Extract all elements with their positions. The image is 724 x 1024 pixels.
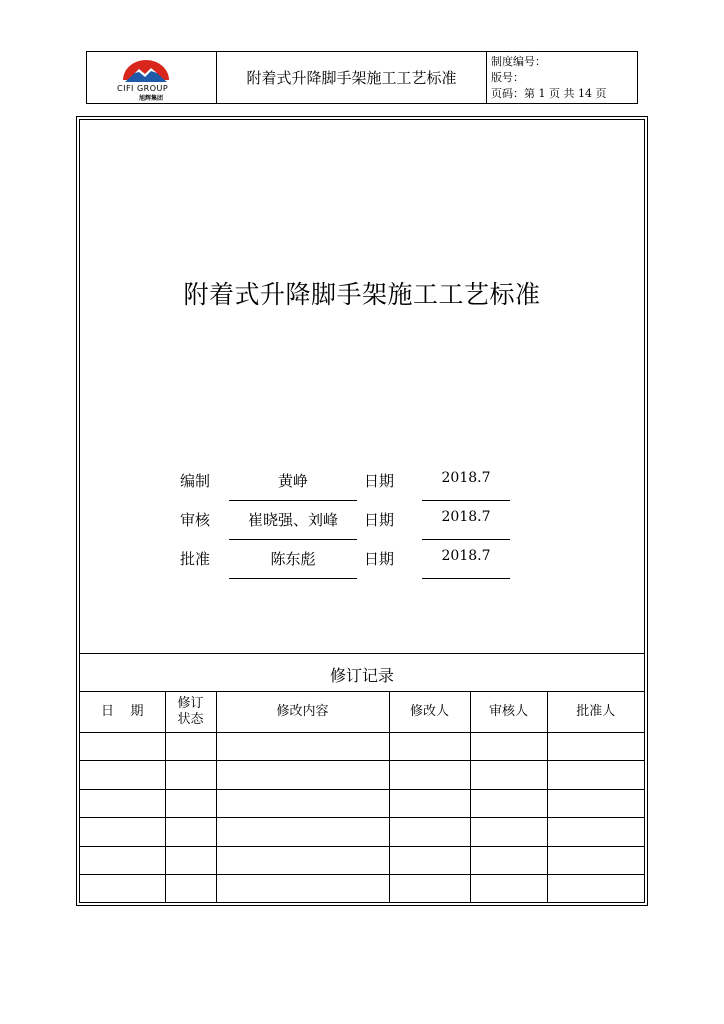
revision-cell bbox=[547, 761, 644, 790]
revision-cell bbox=[470, 846, 547, 875]
revision-cell bbox=[216, 846, 389, 875]
revision-cell bbox=[80, 875, 165, 904]
revision-cell bbox=[547, 875, 644, 904]
revision-row bbox=[80, 732, 644, 761]
revision-cell bbox=[216, 761, 389, 790]
revision-cell bbox=[547, 732, 644, 761]
doc-number-label: 制度编号： bbox=[491, 55, 546, 68]
revision-cell bbox=[216, 789, 389, 818]
col-approver: 批准人 bbox=[547, 692, 644, 732]
revision-cell bbox=[470, 875, 547, 904]
revision-cell bbox=[389, 732, 470, 761]
revision-row bbox=[80, 875, 644, 904]
signature-date: 2018.7 bbox=[422, 540, 510, 579]
signature-date-label: 日期 bbox=[364, 550, 395, 568]
revision-cell bbox=[80, 732, 165, 761]
signature-row-reviewed bbox=[80, 501, 644, 540]
logo-mountain-icon bbox=[121, 56, 171, 84]
cover-frame bbox=[76, 116, 648, 906]
col-reviewer: 审核人 bbox=[470, 692, 547, 732]
revision-cell bbox=[547, 818, 644, 847]
signature-date: 2018.7 bbox=[422, 462, 510, 501]
cover-section bbox=[80, 120, 644, 654]
logo-text-cn: 旭辉集团 bbox=[139, 95, 164, 102]
revision-cell bbox=[216, 732, 389, 761]
revision-cell bbox=[165, 846, 216, 875]
version-label: 版号： bbox=[491, 71, 524, 84]
revision-table bbox=[80, 692, 644, 903]
col-date: 日 期 bbox=[80, 692, 165, 732]
revision-cell bbox=[389, 875, 470, 904]
revision-cell bbox=[216, 875, 389, 904]
signature-role: 编制 bbox=[180, 472, 211, 490]
signature-name: 黄峥 bbox=[229, 462, 357, 501]
signature-date: 2018.7 bbox=[422, 501, 510, 540]
revision-cell bbox=[165, 761, 216, 790]
col-change-content: 修改内容 bbox=[216, 692, 389, 732]
revision-row bbox=[80, 846, 644, 875]
signature-date-label: 日期 bbox=[364, 511, 395, 529]
document-header bbox=[86, 51, 638, 104]
revision-cell bbox=[389, 846, 470, 875]
signature-row-prepared bbox=[80, 462, 644, 501]
document-title: 附着式升降脚手架施工工艺标准 bbox=[183, 280, 541, 309]
signature-name: 崔晓强、刘峰 bbox=[229, 501, 357, 540]
revision-cell bbox=[80, 789, 165, 818]
company-logo bbox=[87, 52, 217, 103]
col-modifier: 修改人 bbox=[389, 692, 470, 732]
signature-role: 批准 bbox=[180, 550, 211, 568]
revision-cell bbox=[80, 761, 165, 790]
revision-row bbox=[80, 761, 644, 790]
revision-cell bbox=[470, 732, 547, 761]
revision-cell bbox=[389, 818, 470, 847]
revision-cell bbox=[470, 761, 547, 790]
signature-name: 陈东彪 bbox=[229, 540, 357, 579]
revision-cell bbox=[547, 846, 644, 875]
revision-cell bbox=[165, 732, 216, 761]
revision-row bbox=[80, 789, 644, 818]
revision-row bbox=[80, 818, 644, 847]
revision-cell bbox=[165, 789, 216, 818]
page-number-label: 页码：第 1 页 共 14 页 bbox=[491, 87, 607, 100]
logo-text-en: CIFI GROUP bbox=[117, 84, 169, 93]
signature-row-approved bbox=[80, 540, 644, 579]
col-revision-status: 修订 状态 bbox=[165, 692, 216, 732]
revision-cell bbox=[80, 818, 165, 847]
header-meta bbox=[487, 52, 637, 103]
revision-cell bbox=[389, 761, 470, 790]
signature-date-label: 日期 bbox=[364, 472, 395, 490]
revision-cell bbox=[165, 818, 216, 847]
revision-record-title: 修订记录 bbox=[80, 654, 644, 692]
revision-cell bbox=[547, 789, 644, 818]
revision-cell bbox=[165, 875, 216, 904]
header-title: 附着式升降脚手架施工工艺标准 bbox=[217, 52, 487, 103]
revision-cell bbox=[470, 818, 547, 847]
cover-frame-inner bbox=[79, 119, 645, 903]
revision-header-row bbox=[80, 692, 644, 732]
revision-cell bbox=[216, 818, 389, 847]
revision-cell bbox=[470, 789, 547, 818]
revision-cell bbox=[389, 789, 470, 818]
signature-role: 审核 bbox=[180, 511, 211, 529]
revision-cell bbox=[80, 846, 165, 875]
